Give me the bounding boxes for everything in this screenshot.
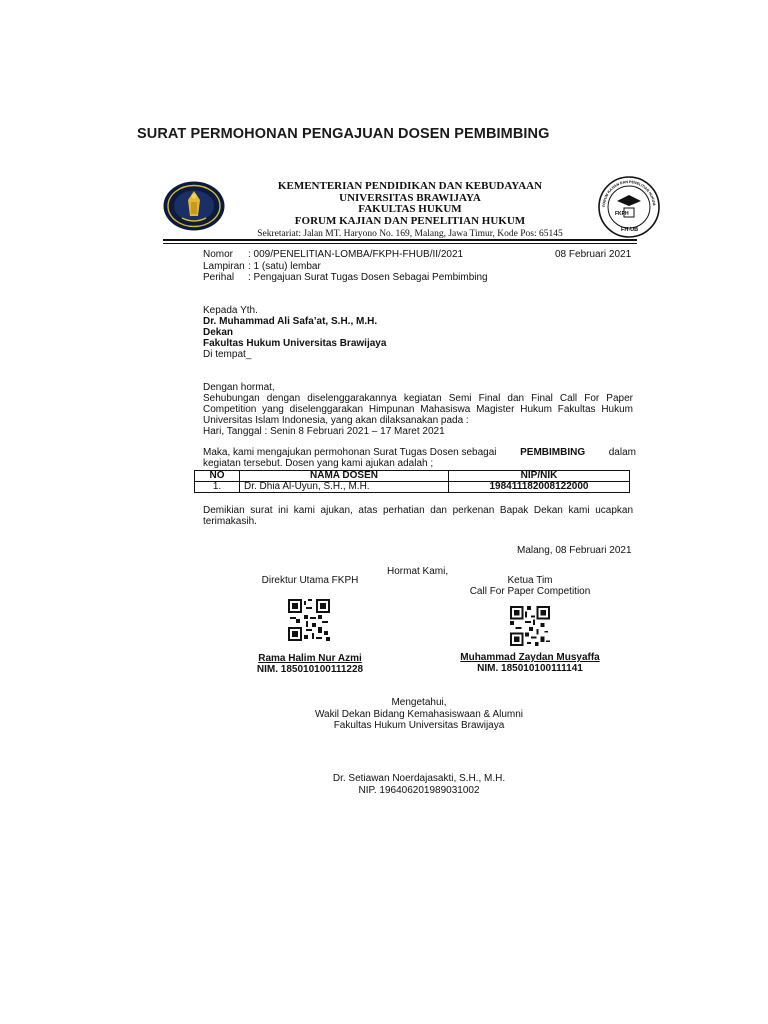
recipient-faculty: Fakultas Hukum Universitas Brawijaya [203, 338, 387, 349]
letterhead-faculty: FAKULTAS HUKUM [358, 203, 462, 215]
recipient-name: Dr. Muhammad Ali Safa’at, S.H., M.H. [203, 316, 378, 327]
perihal-value: : Pengajuan Surat Tugas Dosen Sebagai Pembimbing [248, 272, 488, 283]
table-header-no: NO [195, 471, 240, 482]
right-signer-role-2: Call For Paper Competition [469, 586, 591, 597]
mengetahui: Mengetahui, [391, 697, 447, 708]
request-text-post: dalam [608, 447, 636, 458]
vice-dean-name: Dr. Setiawan Noerdajasakti, S.H., M.H. [332, 773, 506, 784]
request-text-pre: Maka, kami mengajukan permohonan Surat Tugas Dosen sebagai [203, 447, 497, 458]
body-paragraph-line: Sehubungan dengan diselenggarakannya kegiatan Semi Final dan Final Call For Paper [203, 393, 633, 404]
recipient-place: Di tempat_ [203, 349, 252, 360]
svg-text:FH-UB: FH-UB [621, 227, 639, 233]
table-cell-name: Dr. Dhia Al-Uyun, S.H., M.H. [240, 482, 449, 493]
right-signer-role-1: Ketua Tim [507, 575, 553, 586]
vice-dean-title: Wakil Dekan Bidang Kemahasiswaan & Alumni [314, 709, 524, 720]
table-row [195, 482, 630, 493]
letterhead-rule-thick [163, 239, 637, 241]
nomor-value: : 009/PENELITIAN-LOMBA/FKPH-FHUB/II/2021 [248, 249, 464, 260]
table-header-name: NAMA DOSEN [240, 471, 449, 482]
lampiran-label: Lampiran [203, 261, 245, 272]
lampiran-value: : 1 (satu) lembar [248, 261, 321, 272]
letterhead-forum: FORUM KAJIAN DAN PENELITIAN HUKUM [294, 214, 526, 227]
right-signature-qr-code [510, 606, 550, 646]
letterhead-address: Sekretariat: Jalan MT. Haryono No. 169, Malang, Jawa Timur, Kode Pos: 65145 [257, 229, 563, 239]
place-date: Malang, 08 Februari 2021 [517, 545, 632, 556]
right-signer-name: Muhammad Zaydan Musyaffa [460, 652, 600, 663]
letterhead-rule-thin [163, 243, 637, 244]
vice-dean-nip: NIP. 196406201989031002 [358, 785, 480, 796]
letterhead-university: UNIVERSITAS BRAWIJAYA [339, 191, 481, 204]
right-signer-nim: NIM. 185010100111141 [477, 663, 583, 674]
closing-line: terimakasih. [203, 516, 257, 527]
body-paragraph-line: Universitas Islam Indonesia, yang akan dilaksanakan pada : [203, 415, 469, 426]
lecturer-table [194, 470, 630, 493]
closing-line: Demikian surat ini kami ajukan, atas perhatian dan perkenan Bapak Dekan kami ucapkan [203, 505, 633, 516]
recipient-kepada: Kepada Yth. [203, 305, 258, 316]
nomor-label: Nomor [203, 249, 234, 260]
table-header-nip: NIP/NIK [449, 471, 630, 482]
left-signer-name: Rama Halim Nur Azmi [258, 653, 362, 664]
document-title: SURAT PERMOHONAN PENGAJUAN DOSEN PEMBIMBING [137, 126, 550, 142]
table-cell-nip: 198411182008122000 [449, 482, 630, 493]
fkph-seal-logo [597, 175, 661, 239]
svg-text:FKPH: FKPH [615, 211, 629, 217]
recipient-position: Dekan [203, 327, 234, 338]
left-signer-nim: NIM. 185010100111228 [256, 664, 364, 675]
schedule-line: Hari, Tanggal : Senin 8 Februari 2021 – 17 Maret 2021 [203, 426, 445, 437]
letterhead [230, 181, 590, 240]
greeting: Dengan hormat, [203, 382, 275, 393]
svg-text:FORUM KAJIAN DAN PENELITIAN HU: FORUM KAJIAN DAN PENELITIAN HUKUM [601, 179, 656, 208]
vice-dean-faculty: Fakultas Hukum Universitas Brawijaya [333, 720, 505, 731]
perihal-label: Perihal [203, 272, 235, 283]
left-signer-role: Direktur Utama FKPH [261, 575, 359, 586]
letter-date: 08 Februari 2021 [555, 249, 632, 260]
left-signature-qr-code [288, 599, 330, 641]
request-text-bold: PEMBIMBING [520, 447, 586, 458]
university-crest-logo [162, 180, 226, 232]
letterhead-ministry: KEMENTERIAN PENDIDIKAN DAN KEBUDAYAAN [277, 180, 543, 192]
request-line-2: kegiatan tersebut. Dosen yang kami ajukan adalah ; [203, 458, 434, 469]
table-header-row [195, 471, 630, 482]
table-cell-no: 1. [195, 482, 240, 493]
body-paragraph-line: Competition yang diselenggarakan Himpunan Mahasiswa Magister Hukum Fakultas Hukum [203, 404, 633, 415]
hormat-kami: Hormat Kami, [387, 566, 449, 577]
